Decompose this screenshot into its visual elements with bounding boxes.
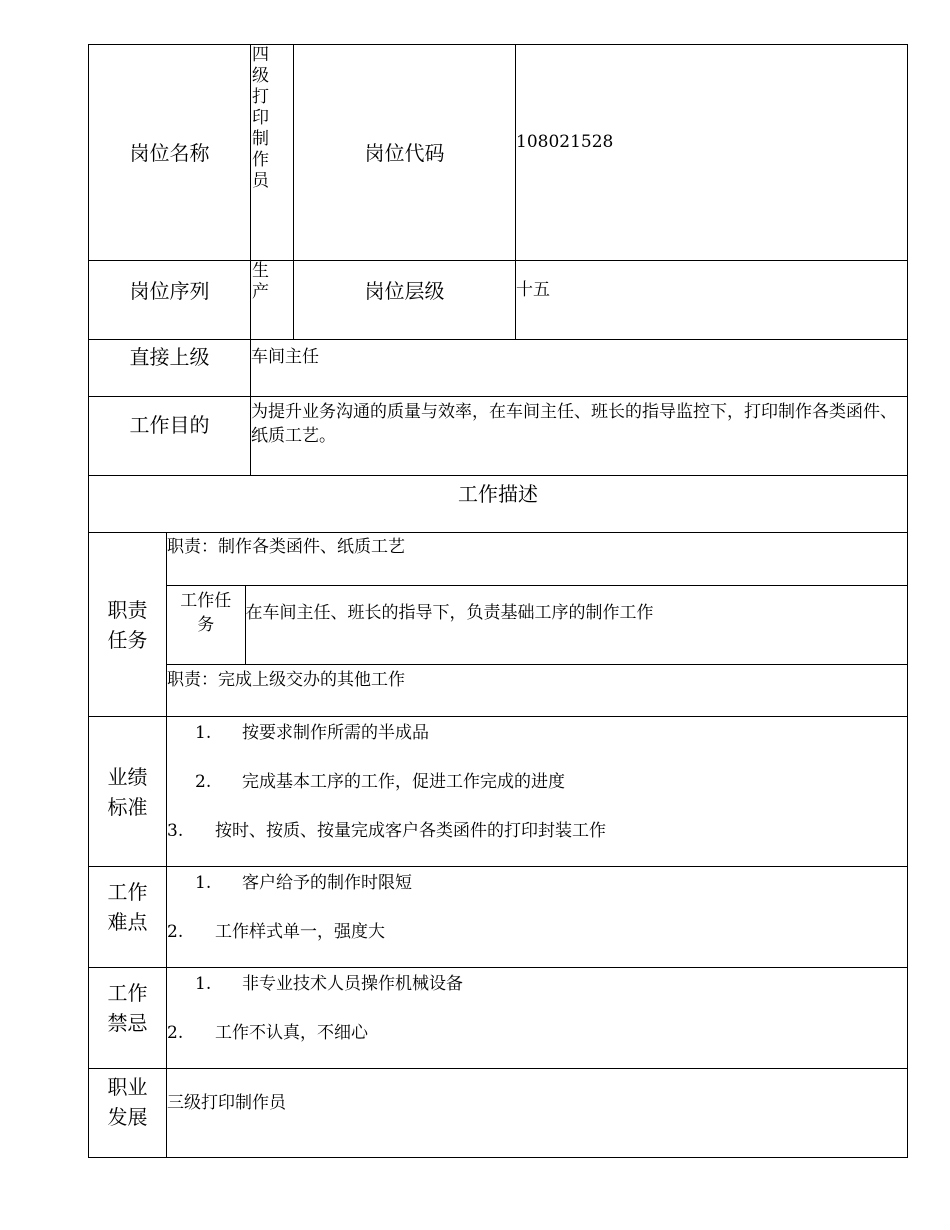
career-value-text: 三级打印制作员 xyxy=(167,1093,286,1113)
duties-inner-table xyxy=(167,533,907,715)
value-direct-superior xyxy=(251,340,908,397)
performance-item-2-num: 2. xyxy=(195,772,212,792)
label-position-level-text: 岗位层级 xyxy=(364,279,445,303)
duty-2 xyxy=(167,664,907,715)
label-work-purpose xyxy=(89,397,251,476)
section-title-work-description xyxy=(89,476,908,533)
forbidden-item-1 xyxy=(167,972,907,1021)
job-description-table xyxy=(88,44,908,1158)
duty-1-text: 职责：制作各类函件、纸质工艺 xyxy=(167,537,405,557)
label-career xyxy=(89,1069,167,1158)
task-label-text: 工作任务 xyxy=(180,590,232,635)
performance-item-1-num: 1. xyxy=(195,723,212,743)
value-work-purpose-text: 为提升业务沟通的质量与效率，在车间主任、班长的指导监控下，打印制作各类函件、纸质工艺。 xyxy=(251,402,897,446)
value-position-name-text: 四级打印制作员 xyxy=(252,45,269,191)
forbidden-content xyxy=(167,968,908,1069)
label-difficulty-text: 工作难点 xyxy=(107,880,148,934)
label-performance-text: 业绩标准 xyxy=(107,764,148,819)
duty-1 xyxy=(167,533,907,585)
label-position-name xyxy=(89,45,251,261)
performance-item-1-text: 按要求制作所需的半成品 xyxy=(242,723,429,743)
performance-item-2 xyxy=(167,770,907,819)
value-position-series xyxy=(251,261,294,340)
label-position-code-text: 岗位代码 xyxy=(364,140,445,165)
label-duties-text: 职责任务 xyxy=(107,597,148,652)
task-label xyxy=(167,585,245,664)
performance-item-2-text: 完成基本工序的工作，促进工作完成的进度 xyxy=(242,772,565,792)
forbidden-item-1-num: 1. xyxy=(195,974,212,994)
value-direct-superior-text: 车间主任 xyxy=(251,347,319,367)
label-duties xyxy=(89,533,167,717)
difficulty-item-1-text: 客户给予的制作时限短 xyxy=(242,873,412,893)
label-direct-superior-text: 直接上级 xyxy=(129,345,210,369)
label-direct-superior xyxy=(89,340,251,397)
difficulty-content xyxy=(167,867,908,968)
forbidden-item-2-text: 工作不认真，不细心 xyxy=(215,1023,368,1043)
label-career-text: 职业发展 xyxy=(107,1075,148,1129)
forbidden-item-2 xyxy=(167,1021,907,1045)
performance-item-3-num: 3. xyxy=(167,821,184,841)
difficulty-item-2-text: 工作样式单一，强度大 xyxy=(215,922,385,942)
value-position-level xyxy=(516,261,908,340)
task-value xyxy=(245,585,907,664)
duties-content xyxy=(167,533,908,717)
performance-item-3-text: 按时、按质、按量完成客户各类函件的打印封装工作 xyxy=(215,821,606,841)
label-performance xyxy=(89,717,167,867)
value-work-purpose xyxy=(251,397,908,476)
value-position-name xyxy=(251,45,294,261)
difficulty-item-2 xyxy=(167,920,907,944)
label-forbidden xyxy=(89,968,167,1069)
label-position-series xyxy=(89,261,251,340)
label-work-purpose-text: 工作目的 xyxy=(129,413,210,437)
duty-2-text: 职责：完成上级交办的其他工作 xyxy=(167,669,405,690)
value-position-code-text: 108021528 xyxy=(516,131,614,152)
forbidden-item-1-text: 非专业技术人员操作机械设备 xyxy=(242,974,463,994)
section-title-text: 工作描述 xyxy=(458,482,538,506)
career-content xyxy=(167,1069,908,1158)
difficulty-item-1-num: 1. xyxy=(195,873,212,893)
label-forbidden-text: 工作禁忌 xyxy=(107,981,148,1035)
label-difficulty xyxy=(89,867,167,968)
difficulty-item-2-num: 2. xyxy=(167,922,184,942)
performance-content xyxy=(167,717,908,867)
value-position-code xyxy=(516,45,908,261)
value-position-level-text: 十五 xyxy=(516,280,550,300)
label-position-name-text: 岗位名称 xyxy=(129,140,210,165)
label-position-level xyxy=(294,261,516,340)
task-value-text: 在车间主任、班长的指导下，负责基础工序的制作工作 xyxy=(245,602,654,623)
label-position-code xyxy=(294,45,516,261)
difficulty-item-1 xyxy=(167,871,907,920)
performance-item-3 xyxy=(167,819,907,843)
label-position-series-text: 岗位序列 xyxy=(129,279,210,303)
performance-item-1 xyxy=(167,721,907,770)
forbidden-item-2-num: 2. xyxy=(167,1023,184,1043)
value-position-series-text: 生产 xyxy=(252,261,269,302)
